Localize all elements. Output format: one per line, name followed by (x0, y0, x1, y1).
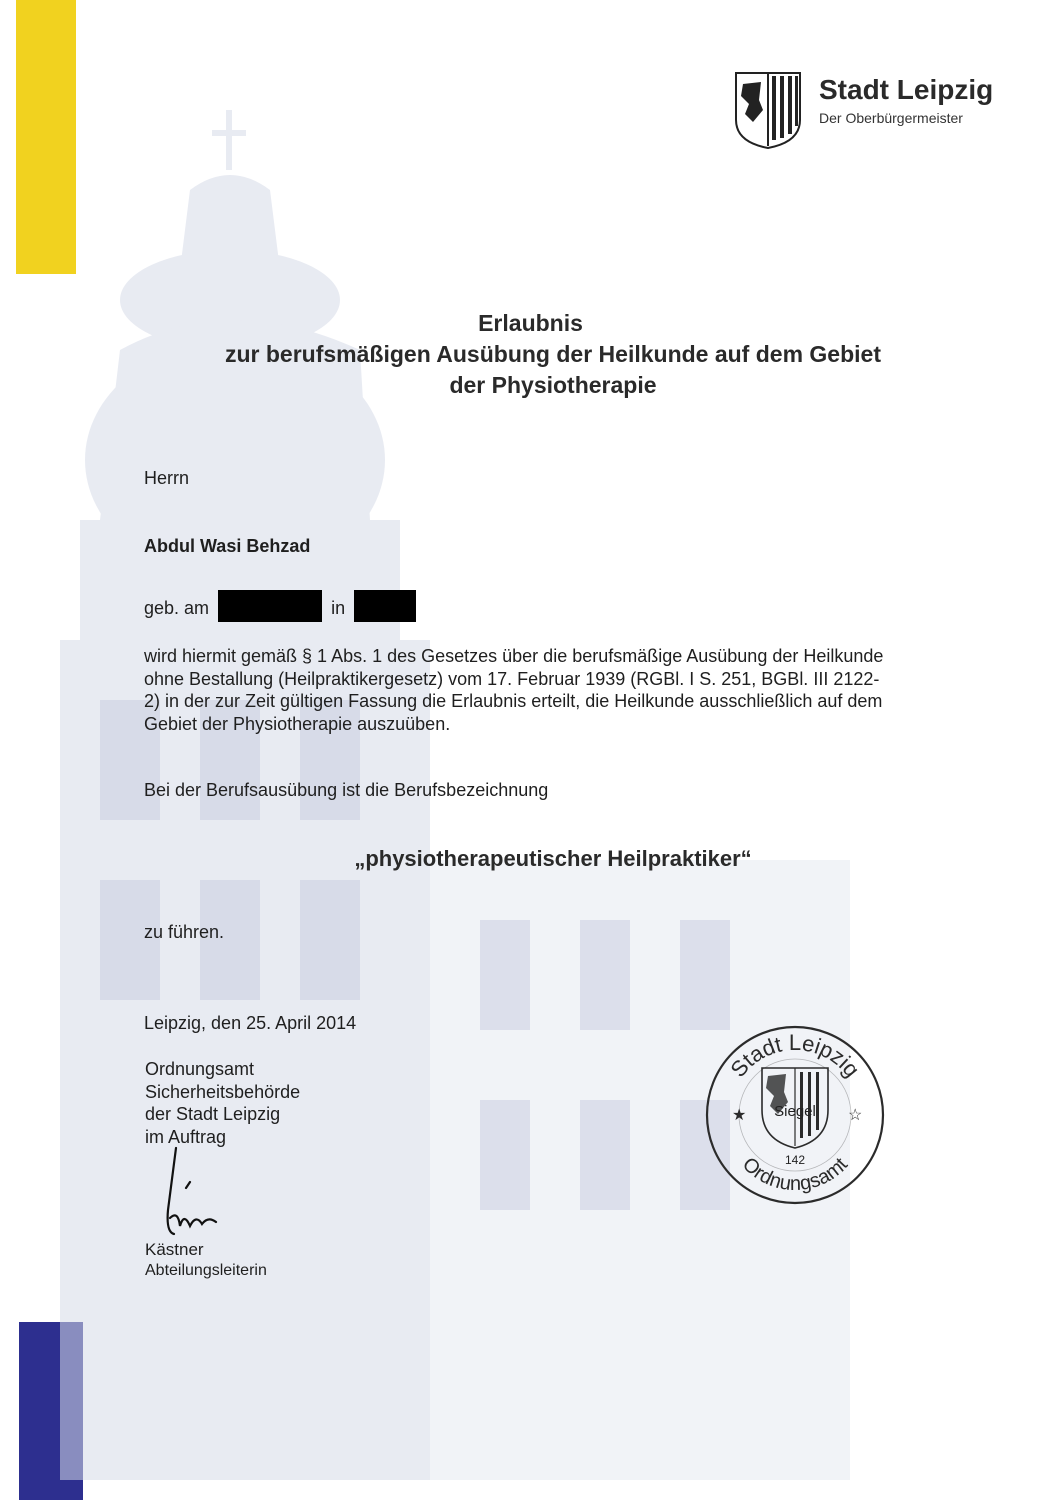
seal-star-icon: ☆ (848, 1107, 863, 1124)
professional-designation: „physiotherapeutischer Heilpraktiker“ (354, 846, 752, 871)
authority-line: Ordnungsamt (145, 1059, 255, 1079)
redacted-birth-date (218, 590, 322, 622)
title-line: der Physiotherapie (449, 372, 657, 398)
document-title (0, 308, 1061, 401)
paragraph-line: 2) in der zur Zeit gültigen Fassung die Erlaubnis erteilt, die Heilkunde ausschließlich auf dem (144, 691, 883, 711)
paragraph-line: ohne Bestallung (Heilpraktikergesetz) vom 17. Februar 1939 (RGBl. I S. 251, BGBl. III 2122- (144, 668, 880, 689)
seal-bottom-text: Ordnungsamt (737, 1153, 853, 1196)
title-line: zur berufsmäßigen Ausübung der Heilkunde auf dem Gebiet (224, 341, 881, 367)
seal-star-icon: ★ (732, 1107, 747, 1124)
seal-number: 142 (784, 1153, 806, 1167)
issuer-subtitle: Der Oberbürgermeister (819, 110, 963, 126)
signer-name: Kästner (145, 1240, 204, 1259)
redacted-birth-place (354, 590, 416, 622)
birth-line (144, 593, 416, 625)
authority-line: im Auftrag (145, 1126, 227, 1147)
authority-line: Sicherheitsbehörde (145, 1081, 301, 1102)
city-name: Stadt Leipzig (819, 74, 994, 105)
issuing-authority (145, 1058, 300, 1148)
seal-center-text: Siegel (774, 1103, 816, 1120)
seal-top-text: Stadt Leipzig (725, 1029, 865, 1082)
city-crest-icon (733, 70, 803, 150)
recipient-name: Abdul Wasi Behzad (144, 536, 311, 556)
paragraph-line: wird hiermit gemäß § 1 Abs. 1 des Gesetzes über die berufsmäßige Ausübung der Heilkunde (144, 646, 884, 666)
authority-line: der Stadt Leipzig (145, 1104, 281, 1124)
birth-in-label: in (331, 597, 346, 618)
handwritten-signature (150, 1140, 230, 1240)
city-logo (733, 70, 1033, 152)
place-date: Leipzig, den 25. April 2014 (144, 1013, 357, 1033)
designation-outro: zu führen. (144, 922, 225, 942)
title-line: Erlaubnis (478, 310, 583, 336)
designation-intro: Bei der Berufsausübung ist die Berufsbezeichnung (144, 780, 549, 800)
signer-role: Abteilungsleiterin (145, 1262, 267, 1279)
official-seal-stamp (700, 1020, 890, 1210)
permission-paragraph (144, 645, 974, 735)
birth-prefix: geb. am (144, 597, 210, 618)
salutation: Herrn (144, 468, 190, 488)
paragraph-line: Gebiet der Physiotherapie auszuüben. (144, 713, 451, 734)
